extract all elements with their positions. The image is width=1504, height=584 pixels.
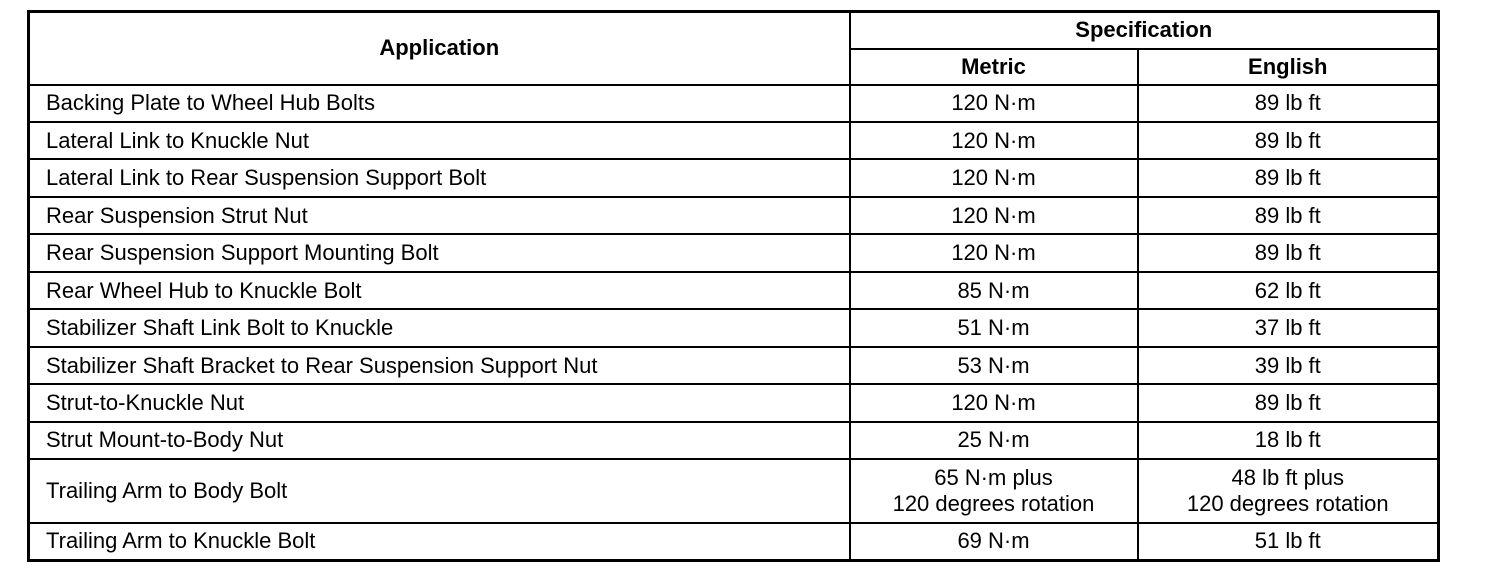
table-row xyxy=(29,347,1439,384)
english-value: 89 lb ft xyxy=(1254,202,1321,228)
table-row xyxy=(29,384,1439,421)
metric-value: 120 N·m xyxy=(951,389,1036,415)
metric-value-cell xyxy=(850,459,1138,523)
metric-value-cell xyxy=(850,347,1138,384)
metric-value: 120 N·m xyxy=(951,202,1036,228)
metric-value: 120 N·m xyxy=(951,90,1036,116)
metric-value-cell xyxy=(850,523,1138,561)
table-row xyxy=(29,85,1439,122)
metric-value-cell xyxy=(850,422,1138,459)
metric-value: 120 N·m xyxy=(951,165,1036,191)
application-cell: Lateral Link to Knuckle Nut xyxy=(29,122,850,159)
english-value: 62 lb ft xyxy=(1254,277,1321,303)
table-row xyxy=(29,234,1439,271)
english-value: 89 lb ft xyxy=(1254,165,1321,191)
table-body xyxy=(29,85,1439,561)
fastener-specification-table xyxy=(27,10,1440,562)
table-row xyxy=(29,159,1439,196)
metric-value-cell xyxy=(850,122,1138,159)
metric-value: 85 N·m xyxy=(957,277,1030,303)
english-value: 18 lb ft xyxy=(1254,427,1321,453)
metric-value-cell xyxy=(850,384,1138,421)
header-application: Application xyxy=(29,12,850,85)
table-row xyxy=(29,272,1439,309)
header-specification: Specification xyxy=(850,12,1439,49)
metric-value-cell xyxy=(850,234,1138,271)
metric-value-cell xyxy=(850,197,1138,234)
application-cell: Lateral Link to Rear Suspension Support Bolt xyxy=(29,159,850,196)
metric-value: 120 N·m xyxy=(951,240,1036,266)
application-cell: Backing Plate to Wheel Hub Bolts xyxy=(29,85,850,122)
application-cell: Stabilizer Shaft Bracket to Rear Suspension Support Nut xyxy=(29,347,850,384)
table-row xyxy=(29,523,1439,561)
application-cell: Rear Wheel Hub to Knuckle Bolt xyxy=(29,272,850,309)
english-value-cell xyxy=(1138,197,1439,234)
english-value-cell xyxy=(1138,422,1439,459)
english-value-cell xyxy=(1138,159,1439,196)
application-cell: Trailing Arm to Body Bolt xyxy=(29,459,850,523)
table-row xyxy=(29,197,1439,234)
application-cell: Rear Suspension Strut Nut xyxy=(29,197,850,234)
application-cell: Trailing Arm to Knuckle Bolt xyxy=(29,523,850,561)
application-cell: Strut-to-Knuckle Nut xyxy=(29,384,850,421)
english-value: 89 lb ft xyxy=(1254,240,1321,266)
metric-value: 53 N·m xyxy=(957,352,1030,378)
application-cell: Strut Mount-to-Body Nut xyxy=(29,422,850,459)
metric-value-cell xyxy=(850,159,1138,196)
english-value: 89 lb ft xyxy=(1254,389,1321,415)
english-value: 120 degrees rotation xyxy=(1186,491,1389,517)
table-row xyxy=(29,309,1439,346)
english-value: 37 lb ft xyxy=(1254,315,1321,341)
application-cell: Stabilizer Shaft Link Bolt to Knuckle xyxy=(29,309,850,346)
metric-value: 69 N·m xyxy=(957,528,1030,554)
metric-value: 120 degrees rotation xyxy=(892,491,1095,517)
english-value-cell xyxy=(1138,459,1439,523)
application-cell: Rear Suspension Support Mounting Bolt xyxy=(29,234,850,271)
english-value: 89 lb ft xyxy=(1254,127,1321,153)
english-value-cell xyxy=(1138,347,1439,384)
english-value-cell xyxy=(1138,309,1439,346)
metric-value-cell xyxy=(850,85,1138,122)
english-value-cell xyxy=(1138,85,1439,122)
english-value-cell xyxy=(1138,234,1439,271)
table-row xyxy=(29,459,1439,523)
english-value-cell xyxy=(1138,523,1439,561)
english-value: 48 lb ft plus xyxy=(1231,465,1345,491)
english-value-cell xyxy=(1138,272,1439,309)
english-value-cell xyxy=(1138,122,1439,159)
table-row xyxy=(29,122,1439,159)
english-value: 39 lb ft xyxy=(1254,352,1321,378)
metric-value: 120 N·m xyxy=(951,127,1036,153)
table-row xyxy=(29,422,1439,459)
metric-value-cell xyxy=(850,272,1138,309)
metric-value: 25 N·m xyxy=(957,427,1030,453)
english-value: 51 lb ft xyxy=(1254,528,1321,554)
header-metric: Metric xyxy=(850,49,1138,85)
metric-value: 51 N·m xyxy=(957,315,1030,341)
metric-value: 65 N·m plus xyxy=(934,465,1053,491)
header-english: English xyxy=(1138,49,1439,85)
english-value-cell xyxy=(1138,384,1439,421)
english-value: 89 lb ft xyxy=(1254,90,1321,116)
metric-value-cell xyxy=(850,309,1138,346)
